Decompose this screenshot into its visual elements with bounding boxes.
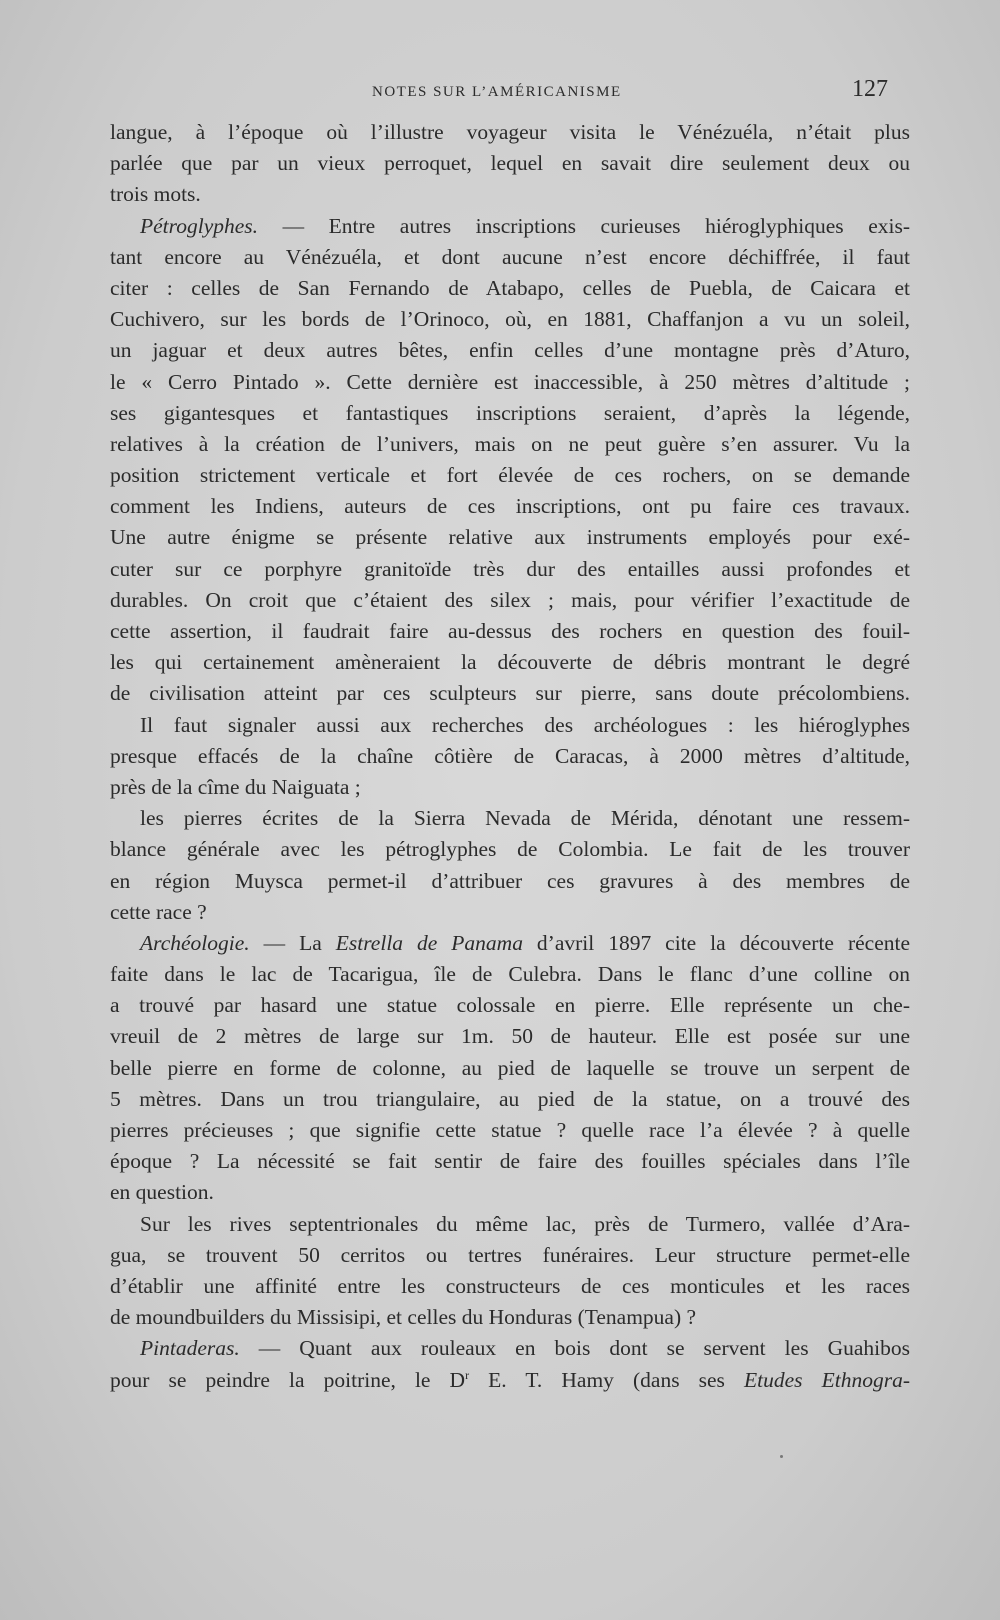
section-heading-archeologie: Archéologie. xyxy=(140,930,250,955)
section-heading-petroglyphes: Pétroglyphes. xyxy=(140,213,259,238)
section-heading-pintaderas: Pintaderas. xyxy=(140,1336,240,1361)
text-line: cuter sur ce porphyre granitoïde très dur des entailles aussi profondes et xyxy=(110,556,910,581)
text-line: Cuchivero, sur les bords de l’Orinoco, où, en 1881, Chaffanjon a vu un soleil, xyxy=(110,307,910,332)
work-title: Etudes Ethnogra- xyxy=(744,1367,910,1392)
text-line: Pétroglyphes. — Entre autres inscriptions curieuses hiéroglyphiques exis- xyxy=(140,213,910,238)
text-line: langue, à l’époque où l’illustre voyageur visita le Vénézuéla, n’était plus xyxy=(110,120,910,144)
text-line: blance générale avec les pétroglyphes de Colombia. Le fait de les trouver xyxy=(110,837,910,862)
text-line: trois mots. xyxy=(110,182,201,207)
text-line: a trouvé par hasard une statue colossale en pierre. Elle représente un che- xyxy=(110,993,910,1018)
text-line: un jaguar et deux autres bêtes, enfin celles d’une montagne près d’Aturo, xyxy=(110,338,910,363)
text-line: faite dans le lac de Tacarigua, île de Culebra. Dans le flanc d’une colline on xyxy=(110,962,910,987)
text-line: cette race ? xyxy=(110,899,207,924)
text-line: les qui certainement amèneraient la découverte de débris montrant le degré xyxy=(110,650,910,675)
text-line: Il faut signaler aussi aux recherches des archéologues : les hiéroglyphes xyxy=(140,712,910,737)
text-line: d’établir une affinité entre les constructeurs de ces monticules et les races xyxy=(110,1273,910,1298)
body-text xyxy=(110,117,910,1396)
text-line: citer : celles de San Fernando de Atabapo, celles de Puebla, de Caicara et xyxy=(110,275,910,300)
text-line: comment les Indiens, auteurs de ces inscriptions, ont pu faire ces travaux. xyxy=(110,494,910,519)
paper-speck xyxy=(780,1455,783,1458)
running-title: NOTES SUR L’AMÉRICANISME xyxy=(372,84,622,100)
text-line: le « Cerro Pintado ». Cette dernière est inaccessible, à 250 mètres d’altitude ; xyxy=(110,369,910,394)
text-line: cette assertion, il faudrait faire au-dessus des rochers en question des fouil- xyxy=(110,619,910,643)
text-line: parlée que par un vieux perroquet, lequel en savait dire seulement deux ou xyxy=(110,151,910,176)
running-head xyxy=(110,76,910,106)
text-line: Une autre énigme se présente relative aux instruments employés pour exé- xyxy=(110,525,910,550)
text-line: 5 mètres. Dans un trou triangulaire, au pied de la statue, on a trouvé des xyxy=(110,1086,910,1111)
page-number: 127 xyxy=(852,76,888,102)
text-line: durables. On croit que c’étaient des silex ; mais, pour vérifier l’exactitude de xyxy=(110,587,910,612)
text-line: près de la cîme du Naiguata ; xyxy=(110,774,361,799)
text-line: en région Muysca permet-il d’attribuer ces gravures à des membres de xyxy=(110,868,910,893)
text-line: tant encore au Vénézuéla, et dont aucune n’est encore déchiffrée, il faut xyxy=(110,244,910,269)
text-line: position strictement verticale et fort élevée de ces rochers, on se demande xyxy=(110,463,910,488)
superscript: r xyxy=(465,1367,470,1382)
text-line: Sur les rives septentrionales du même lac, près de Turmero, vallée d’Ara- xyxy=(140,1211,910,1236)
text-line: belle pierre en forme de colonne, au pied de laquelle se trouve un serpent de xyxy=(110,1055,910,1080)
text-line: presque effacés de la chaîne côtière de Caracas, à 2000 mètres d’altitude, xyxy=(110,743,910,768)
text-line: de civilisation atteint par ces sculpteurs sur pierre, sans doute précolombiens. xyxy=(110,681,910,706)
text-line: ses gigantesques et fantastiques inscriptions seraient, d’après la légende, xyxy=(110,400,910,425)
text-line: de moundbuilders du Missisipi, et celles du Honduras (Tenampua) ? xyxy=(110,1305,697,1330)
text-line: vreuil de 2 mètres de large sur 1m. 50 de hauteur. Elle est posée sur une xyxy=(110,1024,910,1049)
text-line: gua, se trouvent 50 cerritos ou tertres funéraires. Leur structure permet-elle xyxy=(110,1242,910,1267)
text-line: pour se peindre la poitrine, le $D^r$ E. T. Hamy (dans ses Etudes Ethnogra- xyxy=(110,1367,910,1392)
text-line: les pierres écrites de la Sierra Nevada de Mérida, dénotant une ressem- xyxy=(140,806,910,831)
text-line: Pintaderas. — Quant aux rouleaux en bois dont se servent les Guahibos xyxy=(140,1336,910,1361)
text-line: relatives à la création de l’univers, mais on ne peut guère s’en assurer. Vu la xyxy=(110,431,910,456)
text-line: époque ? La nécessité se fait sentir de faire des fouilles spéciales dans l’île xyxy=(110,1149,910,1174)
text-line: pierres précieuses ; que signifie cette statue ? quelle race l’a élevée ? à quelle xyxy=(110,1118,910,1142)
text-line: Archéologie. — La Estrella de Panama d’avril 1897 cite la découverte récente xyxy=(140,930,910,955)
text-line: en question. xyxy=(110,1180,214,1205)
newspaper-title: Estrella de Panama xyxy=(335,930,523,955)
